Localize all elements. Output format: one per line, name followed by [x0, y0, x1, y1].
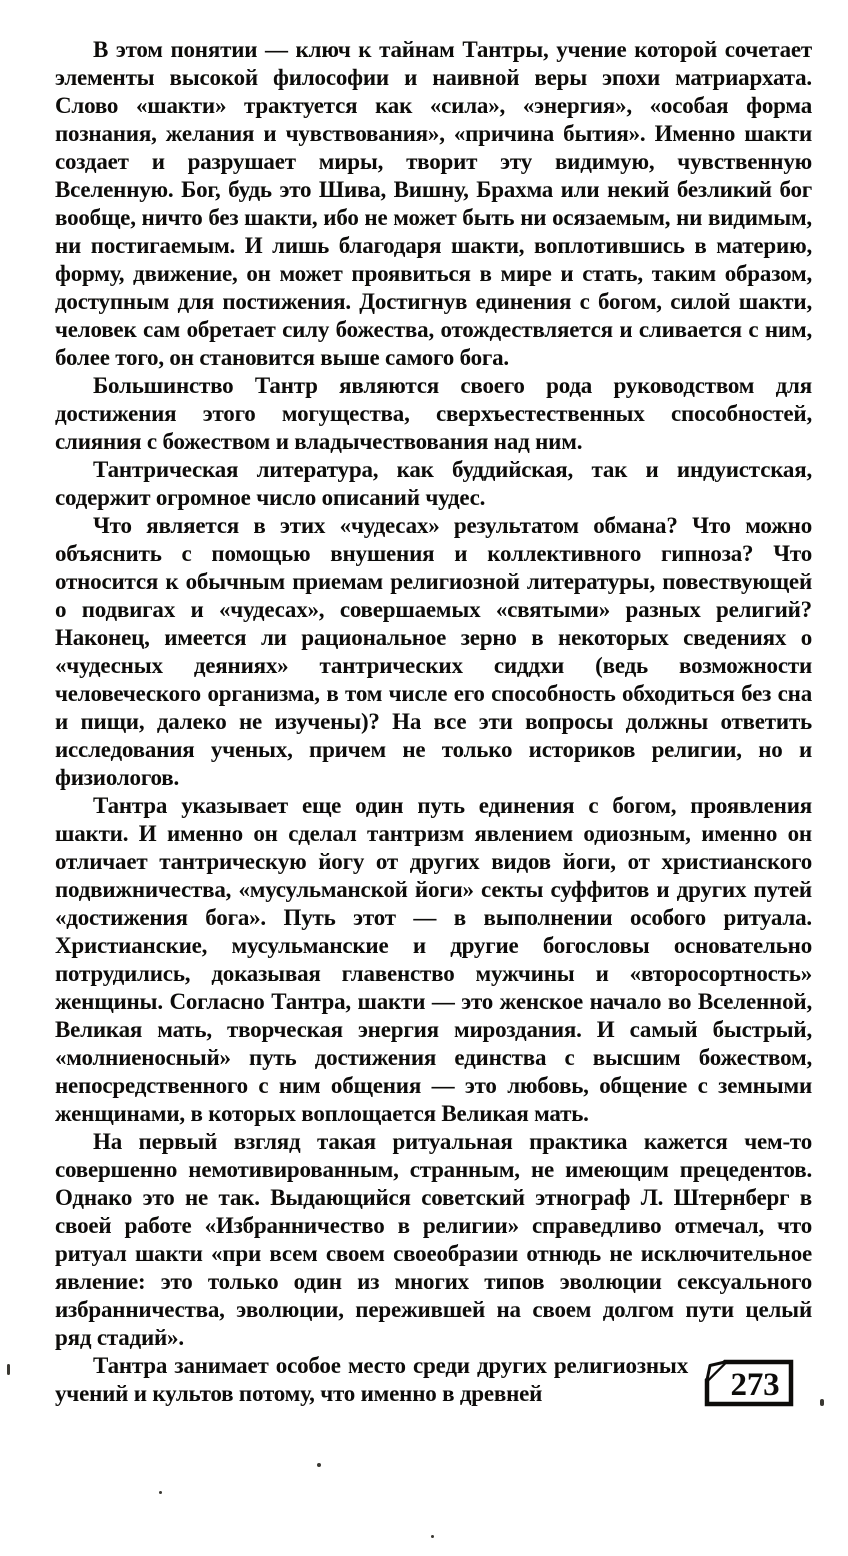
paragraph-7: Тантра занимает особое место среди других религиозных учений и культов потому, что именно в древней [55, 1353, 688, 1406]
paragraph-3: Тантрическая литература, как буддийская, так и индуистская, содержит огромное число описаний чудес. [55, 457, 812, 510]
scan-speck [820, 1399, 824, 1406]
page-number-box [704, 1359, 794, 1407]
scan-speck [7, 1364, 10, 1375]
scan-speck [431, 1535, 434, 1538]
paragraph-2: Большинство Тантр являются своего рода руководством для достижения этого могущества, сверхъестественных способностей, слияния с божеством и владычествования над ним. [55, 373, 812, 454]
paragraph-4: Что является в этих «чудесах» результатом обмана? Что можно объяснить с помощью внушения и коллективного гипноза? Что относится к обычным приемам религиозной литературы, повествующей о подвигах и «чудесах», совершаемых «святыми» разных религий? Наконец, имеется ли рациональное зерно в некоторых сведениях о «чудесных деяниях» тантрических сиддхи (ведь возможности человеческого организма, в том числе его способность обходиться без сна и пищи, далеко не изучены)? На все эти вопросы должны ответить исследования ученых, причем не только историков религии, но и физиологов. [55, 513, 812, 790]
paragraph-5: Тантра указывает еще один путь единения с богом, проявления шакти. И именно он сделал тантризм явлением одиозным, именно он отличает тантрическую йогу от других видов йоги, от христианского подвижничества, «мусульманской йоги» секты суффитов и других путей «достижения бога». Путь этот — в выполнении особого ритуала. Христианские, мусульманские и другие богословы основательно потрудились, доказывая главенство мужчины и «второсортность» женщины. Согласно Тантра, шакти — это женское начало во Вселенной, Великая мать, творческая энергия мироздания. И самый быстрый, «молниеносный» путь достижения единства с высшим божеством, непосредственного с ним общения — это любовь, общение с земными женщинами, в которых воплощается Великая мать. [55, 793, 812, 1126]
dog-ear-page-icon [704, 1359, 794, 1407]
paragraph-1: В этом понятии — ключ к тайнам Тантры, учение которой сочетает элементы высокой философии и наивной веры эпохи матриархата. Слово «шакти» трактуется как «сила», «энергия», «особая форма познания, желания и чувствования», «причина бытия». Именно шакти создает и разрушает миры, творит эту видимую, чувственную Вселенную. Бог, будь это Шива, Вишну, Брахма или некий безликий бог вообще, ничто без шакти, ибо не может быть ни осязаемым, ни видимым, ни постигаемым. И лишь благодаря шакти, воплотившись в материю, форму, движение, он может проявиться в мире и стать, таким образом, доступным для постижения. Достигнув единения с богом, силой шакти, человек сам обретает силу божества, отождествляется и сливается с ним, более того, он становится выше самого бога. [55, 37, 812, 370]
paragraph-6: На первый взгляд такая ритуальная практика кажется чем-то совершенно немотивированным, странным, не имеющим прецедентов. Однако это не так. Выдающийся советский этнограф Л. Штернберг в своей работе «Избранничество в религии» справедливо отмечал, что ритуал шакти «при всем своем своеобразии отнюдь не исключительное явление: это только один из многих типов эволюции сексуального избранничества, эволюции, пережившей на своем долгом пути целый ряд стадий». [55, 1129, 812, 1350]
page-number: 273 [730, 1367, 780, 1403]
scan-speck [317, 1463, 321, 1467]
last-paragraph-row [55, 1352, 812, 1411]
scan-speck [159, 1491, 162, 1494]
